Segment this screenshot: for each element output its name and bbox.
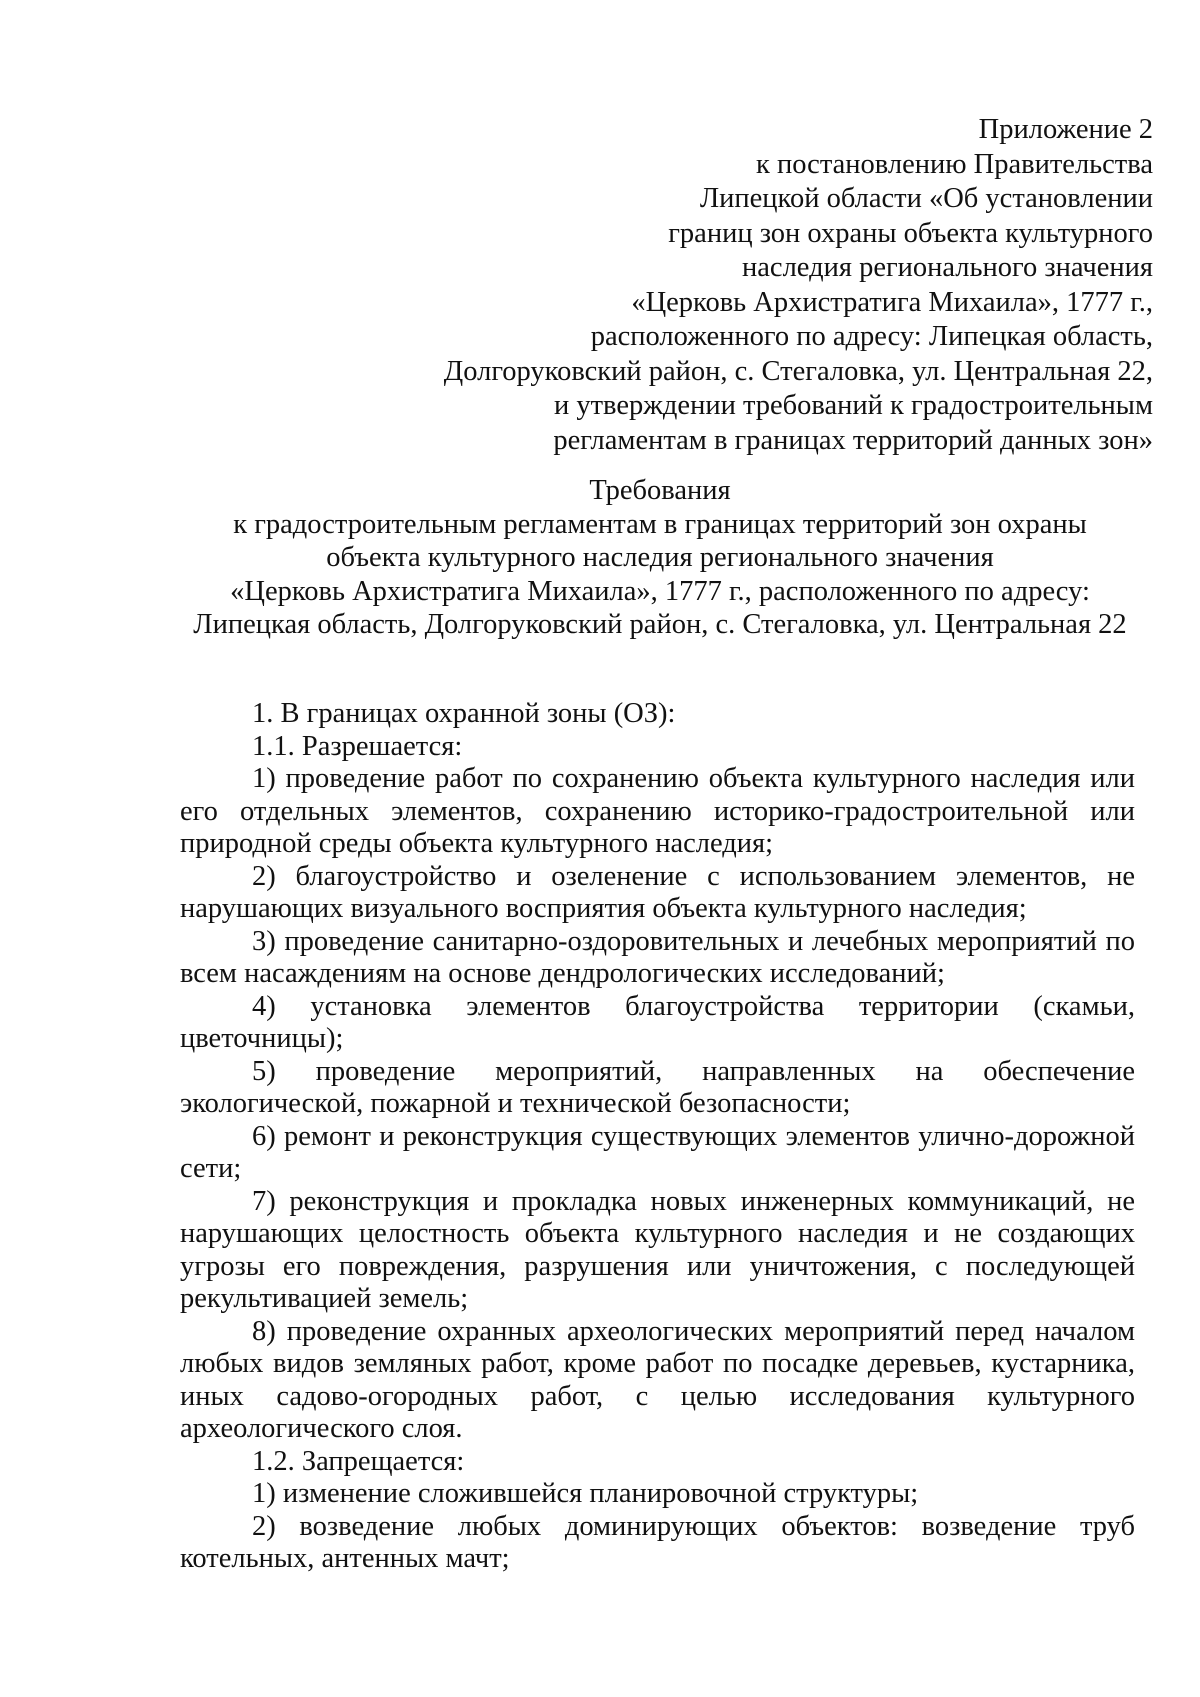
appendix-line: наследия регионального значения	[742, 252, 1153, 283]
appendix-line: «Церковь Архистратига Михаила», 1777 г.,	[631, 286, 1153, 318]
appendix-line: к постановлению Правительства	[755, 148, 1153, 180]
list-item: 7) реконструкция и прокладка новых инженерных коммуникаций, не нарушающих целостность объекта культурного наследия и не создающих угрозы его повреждения, разрушения или уничтожения, с последующей рекультивацией земель;	[180, 1185, 1135, 1314]
appendix-line: Приложение 2	[978, 114, 1153, 145]
title-line: Липецкая область, Долгоруковский район, с. Стегаловка, ул. Центральная 22	[193, 609, 1127, 640]
document-title	[190, 474, 1130, 642]
appendix-line: регламентам в границах территорий данных зон»	[553, 424, 1153, 456]
title-line: к градостроительным регламентам в границах территорий зон охраны	[233, 508, 1087, 540]
section-heading: 1. В границах охранной зоны (ОЗ):	[252, 698, 676, 729]
appendix-line: и утверждении требований к градостроительным	[553, 390, 1153, 421]
appendix-header	[353, 113, 1153, 458]
appendix-line: расположенного по адресу: Липецкая область,	[590, 321, 1153, 352]
appendix-line: Липецкой области «Об установлении	[699, 183, 1153, 214]
list-item: 6) ремонт и реконструкция существующих элементов улично-дорожной сети;	[180, 1120, 1135, 1184]
list-item: 3) проведение санитарно-оздоровительных и лечебных мероприятий по всем насаждениям на основе дендрологических исследований;	[180, 925, 1135, 989]
list-item: 2) возведение любых доминирующих объектов: возведение труб котельных, антенных мачт;	[180, 1510, 1135, 1574]
list-item: 2) благоустройство и озеленение с использованием элементов, не нарушающих визуального восприятия объекта культурного наследия;	[180, 860, 1135, 924]
list-item: 4) установка элементов благоустройства территории (скамьи, цветочницы);	[180, 990, 1135, 1054]
title-line: объекта культурного наследия регионального значения	[326, 542, 994, 573]
list-item: 1) изменение сложившейся планировочной структуры;	[252, 1478, 919, 1509]
appendix-line: границ зон охраны объекта культурного	[668, 217, 1153, 249]
list-item: 5) проведение мероприятий, направленных на обеспечение экологической, пожарной и технической безопасности;	[180, 1055, 1135, 1119]
title-heading: Требования	[589, 475, 731, 506]
title-line: «Церковь Архистратига Михаила», 1777 г., расположенного по адресу:	[230, 575, 1090, 607]
subsection-heading: 1.1. Разрешается:	[252, 730, 463, 762]
document-body	[180, 698, 1135, 1576]
subsection-heading: 1.2. Запрещается:	[252, 1445, 465, 1477]
appendix-line: Долгоруковский район, с. Стегаловка, ул. Центральная 22,	[443, 355, 1153, 387]
list-item: 8) проведение охранных археологических мероприятий перед началом любых видов земляных работ, кроме работ по посадке деревьев, кустарника, иных садово-огородных работ, с целью исследования культурного археологического слоя.	[180, 1315, 1135, 1444]
list-item: 1) проведение работ по сохранению объекта культурного наследия или его отдельных элементов, сохранению историко-градостроительной или природной среды объекта культурного наследия;	[180, 763, 1135, 859]
